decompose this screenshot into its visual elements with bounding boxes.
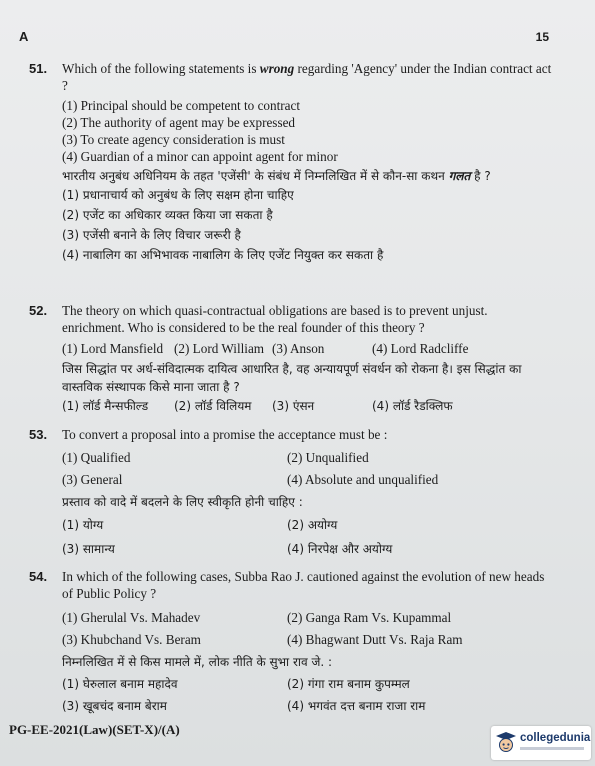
hindi-options-row [62, 396, 553, 416]
hindi-question-text: निम्नलिखित में से किस मामले में, लोक नीति के सुभा राव जे. : [62, 655, 333, 669]
question-52 [29, 302, 553, 416]
hindi-question-text: भारतीय अनुबंध अधिनियम के तहत 'एजेंसी' के संबंध में निम्नलिखित में से कौन-सा कथन गलत है ? [62, 169, 491, 183]
hindi-option: (3) एंसन [272, 399, 315, 413]
paper-code: PG-EE-2021(Law)(SET-X)/(A) [9, 722, 180, 737]
hindi-option: (3) सामान्य [62, 542, 115, 556]
option: (1) Principal should be competent to contract [62, 98, 301, 113]
option: (3) Khubchand Vs. Beram [62, 632, 201, 647]
question-text: Which of the following statements is wrong regarding 'Agency' under the Indian contract act ? [62, 61, 552, 93]
brand-tagline-bar [520, 747, 584, 750]
hindi-option: (1) घेरुलाल बनाम महादेव [62, 677, 178, 691]
question-54 [29, 568, 553, 717]
hindi-options-row [62, 673, 553, 695]
hindi-option: (2) अयोग्य [287, 518, 338, 532]
hindi-option: (1) प्रधानाचार्य को अनुबंध के लिए सक्षम होना चाहिए [62, 188, 294, 202]
option: (2) The authority of agent may be expressed [62, 115, 296, 130]
hindi-option: (4) निरपेक्ष और अयोग्य [287, 542, 393, 556]
hindi-option: (2) गंगा राम बनाम कुपम्मल [287, 677, 410, 691]
watermark-logo [491, 726, 591, 760]
option: (1) Gherulal Vs. Mahadev [62, 610, 201, 625]
series-letter: A [19, 29, 29, 44]
graduate-mascot-icon [495, 731, 517, 753]
option: (4) Guardian of a minor can appoint agent for minor [62, 149, 338, 164]
hindi-options-row [62, 513, 553, 537]
page-number: 15 [535, 30, 549, 44]
options-row [62, 629, 553, 651]
options-row [62, 607, 553, 629]
options-row [62, 447, 553, 469]
question-53 [29, 426, 553, 561]
brand-name: collegedunia [520, 732, 591, 744]
hindi-option: (4) लॉर्ड रैडक्लिफ [372, 399, 453, 413]
question-text: In which of the following cases, Subba Rao J. cautioned against the evolution of new heads of Public Policy ? [62, 569, 545, 601]
emphasis-word: wrong [259, 61, 295, 76]
question-number: 51. [29, 61, 48, 76]
option: (3) Anson [272, 341, 325, 356]
option: (2) Unqualified [287, 450, 369, 465]
question-51 [29, 60, 553, 265]
option: (3) General [62, 472, 123, 487]
question-text: The theory on which quasi-contractual obligations are based is to prevent unjust. enrichment. Who is considered to be the real founder of this theory ? [62, 303, 488, 335]
hindi-options-row [62, 537, 553, 561]
hindi-option: (1) लॉर्ड मैन्सफील्ड [62, 399, 149, 413]
hindi-option: (3) खूबचंद बनाम बेराम [62, 699, 167, 713]
hindi-option: (4) नाबालिग का अभिभावक नाबालिग के लिए एजेंट नियुक्त कर सकता है [62, 248, 384, 262]
hindi-option: (3) एजेंसी बनाने के लिए विचार जरूरी है [62, 228, 241, 242]
option: (2) Lord William [174, 341, 265, 356]
options-row [62, 469, 553, 491]
options-row [62, 340, 553, 357]
question-number: 54. [29, 569, 48, 584]
hindi-option: (4) भगवंत दत्त बनाम राजा राम [287, 699, 426, 713]
hindi-options-row [62, 695, 553, 717]
hindi-option: (1) योग्य [62, 518, 104, 532]
option: (4) Bhagwant Dutt Vs. Raja Ram [287, 632, 463, 647]
question-text: To convert a proposal into a promise the acceptance must be : [62, 427, 388, 442]
question-number: 53. [29, 427, 48, 442]
hindi-emphasis-word: गलत [448, 169, 471, 183]
option: (1) Lord Mansfield [62, 341, 164, 356]
option: (3) To create agency consideration is must [62, 132, 285, 147]
option: (4) Absolute and unqualified [287, 472, 439, 487]
hindi-option: (2) लॉर्ड विलियम [174, 399, 252, 413]
hindi-option: (2) एजेंट का अधिकार व्यक्त किया जा सकता है [62, 208, 273, 222]
hindi-question-text: जिस सिद्धांत पर अर्ध-संविदात्मक दायित्व आधारित है, वह अन्यायपूर्ण संवर्धन को रोकना है। इस सिद्धांत का वास्तविक संस्थापक किसे माना जाता है ? [62, 362, 522, 394]
option: (4) Lord Radcliffe [372, 341, 469, 356]
option: (1) Qualified [62, 450, 131, 465]
option: (2) Ganga Ram Vs. Kupammal [287, 610, 452, 625]
hindi-question-text: प्रस्ताव को वादे में बदलने के लिए स्वीकृति होनी चाहिए : [62, 495, 303, 509]
question-number: 52. [29, 303, 48, 318]
